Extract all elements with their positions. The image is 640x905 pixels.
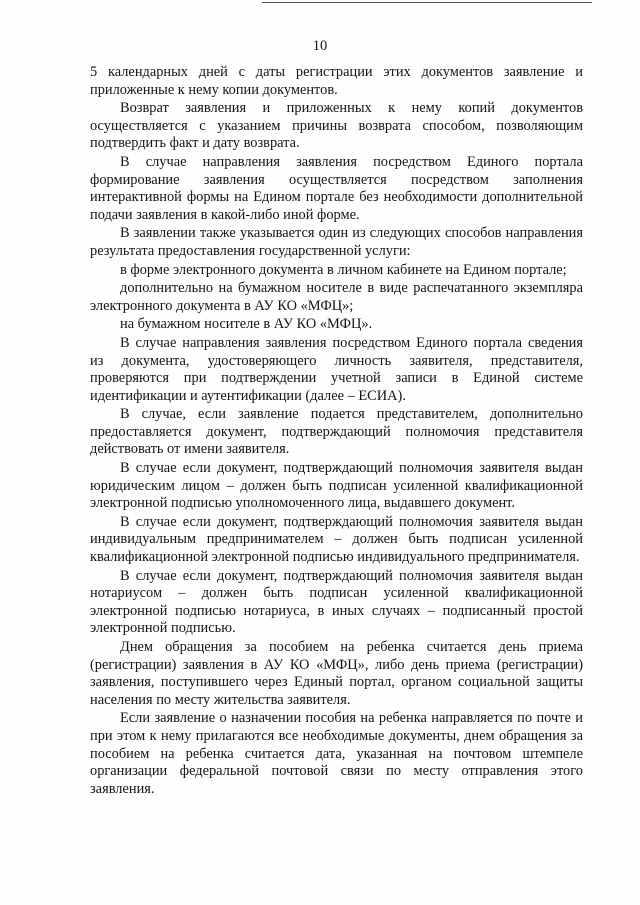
document-body [90,64,583,799]
paragraph-5: в форме электронного документа в личном кабинете на Едином портале; [120,261,567,278]
paragraph-3: В случае направления заявления посредством Единого портала формирование заявления осуществляется посредством заполнения интерактивной формы на Едином портале без необходимости дополнительной подачи заявления в какой-либо иной форме. [90,153,583,223]
paragraph-12: В случае если документ, подтверждающий полномочия заявителя выдан нотариусом – должен быть подписан усиленной квалификационной электронной подписью нотариуса, в иных случаях – подписанный простой электронной подписью. [90,567,583,637]
paragraph-14: Если заявление о назначении пособия на ребенка направляется по почте и при этом к нему прилагаются все необходимые документы, днем обращения за пособием на ребенка считается дата, указанная на почтовом штемпеле организации федеральной почтовой связи по месту отправления этого заявления. [90,710,583,797]
paragraph-13: Днем обращения за пособием на ребенка считается день приема (регистрации) заявления в АУ КО «МФЦ», либо день приема (регистрации) заявления, поступившего через Единый портал, органом социальной защиты населения по месту жительства заявителя. [90,639,583,708]
paragraph-8: В случае направления заявления посредством Единого портала сведения из документа, удостоверяющего личность заявителя, представителя, проверяются при подтверждении учетной записи в Единой системе идентификации и аутентификации (далее – ЕСИА). [90,334,583,404]
top-rule [262,2,592,3]
paragraph-4: В заявлении также указывается один из следующих способов направления результата предоставления государственной услуги: [90,225,583,259]
paragraph-6: дополнительно на бумажном носителе в виде распечатанного экземпляра электронного документа в АУ КО «МФЦ»; [90,280,583,314]
paragraph-11: В случае если документ, подтверждающий полномочия заявителя выдан индивидуальным предпринимателем – должен быть подписан усиленной квалификационной электронной подписью индивидуального предпринимателя. [90,513,583,566]
paragraph-1: 5 календарных дней с даты регистрации этих документов заявление и приложенные к нему копии документов. [90,64,583,98]
paragraph-7: на бумажном носителе в АУ КО «МФЦ». [120,316,373,333]
page-number: 10 [312,38,328,54]
paragraph-9: В случае, если заявление подается представителем, дополнительно предоставляется документ, подтверждающий полномочия представителя действовать от имени заявителя. [90,406,583,458]
paragraph-2: Возврат заявления и приложенных к нему копий документов осуществляется с указанием причины возврата способом, позволяющим подтвердить факт и дату возврата. [90,100,583,152]
paragraph-10: В случае если документ, подтверждающий полномочия заявителя выдан юридическим лицом – должен быть подписан усиленной квалификационной электронной подписью уполномоченного лица, выдавшего документ. [90,460,583,512]
